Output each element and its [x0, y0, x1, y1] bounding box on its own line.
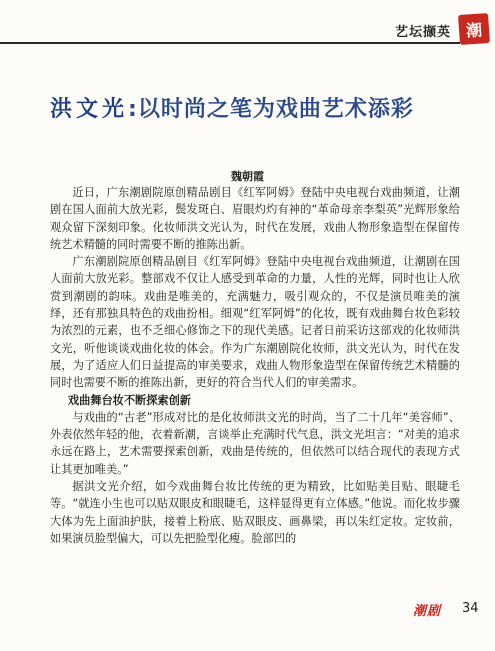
page-number: 34 — [462, 601, 479, 616]
title-name: 洪文光 — [50, 97, 129, 122]
article-title — [50, 92, 470, 123]
paragraph: 与戏曲的“古老”形成对比的是化妆师洪文光的时尚，当了二十几年“美容师”、外表依然年轻的他，衣着新潮，言谈举止充满时代气息，洪文光坦言：“对美的追求永远在路上，艺术需要探索创新，戏曲是传统的，但依然可以结合现代的表现方式让其更加唯美。” — [50, 410, 460, 476]
section-label: 艺坛撷英 — [394, 25, 451, 40]
title-rest: :以时尚之笔为戏曲艺术添彩 — [128, 97, 414, 122]
section-subhead: 戏曲舞台妆不断探索创新 — [67, 393, 191, 407]
footer-brand-logo: 潮剧 — [413, 604, 442, 619]
seal-logo: 潮 — [458, 13, 490, 45]
page-header — [0, 0, 495, 50]
article-body — [50, 184, 460, 547]
paragraph: 据洪文光介绍，如今戏曲舞台妆比传统的更为精致，比如贴美目贴、眼睫毛等。“就连小生也可以贴双眼皮和眼睫毛，这样显得更有立体感。”他说。而化妆步骤大体为先上面油护肤，接着上粉底、贴双眼皮、画鼻梁，再以朱红定妆。定妆前，如果演员脸型偏大，可以先把脸型化瘦。脸部凹的 — [50, 480, 460, 545]
author-byline: 魏朝霞 — [231, 170, 264, 183]
paragraph: 广东潮剧院原创精品剧目《红军阿姆》登陆中央电视台戏曲频道，让潮剧在国人面前大放光彩。整部戏不仅让人感受到革命的力量，人性的光辉，同时也让人欣赏到潮剧的韵味。戏曲是唯美的，充满魅力，吸引观众的，不仅是演员唯美的演绎，还有那独具特色的戏曲扮相。细观“红军阿姆”的化妆，既有戏曲舞台妆色彩较为浓烈的元素，也不乏细心修饰之下的现代美感。记者日前采访这部戏的化妆师洪文光，听他谈谈戏曲化妆的体会。作为广东潮剧院化妆师，洪文光认为，时代在发展，为了适应人们日益提高的审美要求，戏曲人物形象造型在保留传统艺术精髓的同时也需要不断的推陈出新，更好的符合当代人们的审美需求。 — [50, 255, 460, 390]
header-rule — [0, 42, 460, 44]
paragraph: 近日，广东潮剧院原创精品剧目《红军阿姆》登陆中央电视台戏曲频道，让潮剧在国人面前大放光彩，鬓发斑白、眉眼灼灼有神的“革命母亲李梨英”光辉形象给观众留下深刻印象。化妆师洪文光认为，时代在发展，戏曲人物形象造型在保留传统艺术精髓的同时需要不断的推陈出新。 — [50, 186, 460, 251]
